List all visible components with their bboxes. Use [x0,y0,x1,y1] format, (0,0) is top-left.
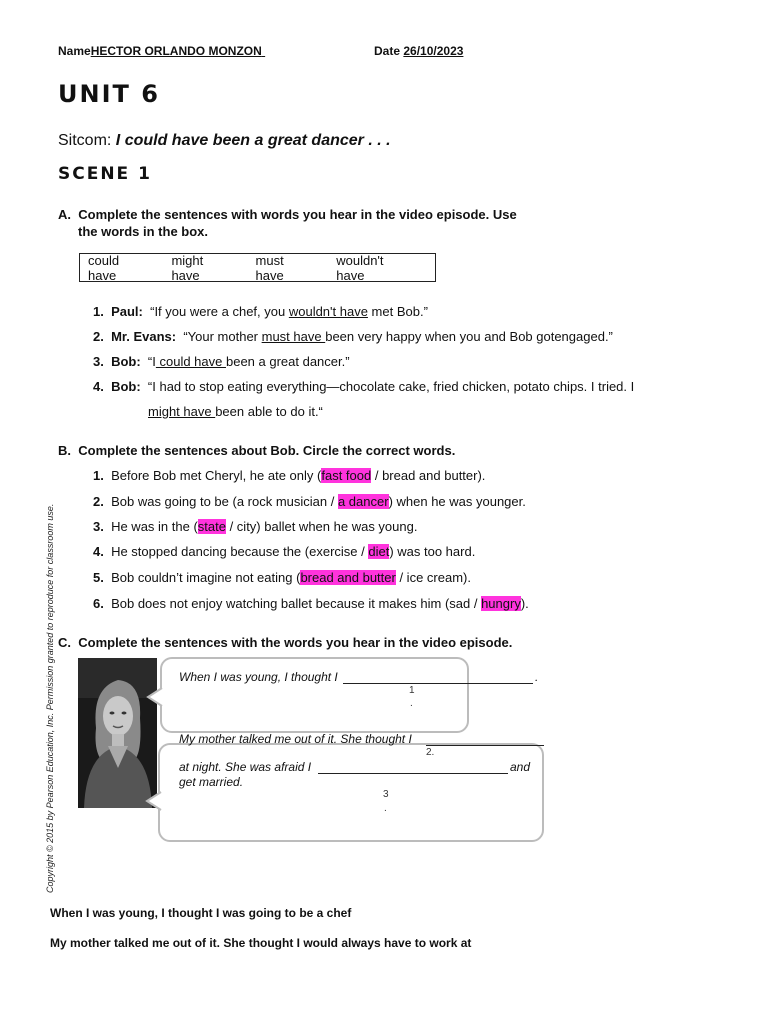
answer-blank: might have [148,404,216,419]
name-label: Name [58,44,91,58]
speech-bubble-1 [160,657,469,733]
bubble-1-tail [146,686,164,708]
section-b-item: 4. He stopped dancing because the (exercise / diet) was too hard. [93,544,476,559]
answer-blank: could have [155,354,226,369]
word-box [79,253,436,282]
bubble-2-line1: My mother talked me out of it. She thought I [179,732,412,746]
section-b-item: 6. Bob does not enjoy watching ballet because it makes him (sad / hungry). [93,596,529,611]
word-box-item: wouldn't have [336,252,384,283]
circled-answer: a dancer [337,494,389,509]
circled-answer: diet [368,544,390,559]
answer-line-2: My mother talked me out of it. She thought I would always have to work at [50,936,472,950]
circled-answer: fast food [321,468,372,483]
section-a-item: 2. Mr. Evans: “Your mother must have been very happy when you and Bob gotengaged.” [93,329,613,344]
blank-dot-1: . [410,698,413,709]
unit-title: UNIT 6 [58,80,160,108]
section-c-instruction [58,634,512,651]
name-value: HECTOR ORLANDO MONZON [90,44,262,58]
sitcom-episode: I could have been a great dancer . . . [115,132,391,149]
date-label: Date [374,44,401,58]
section-a-line2: the words in the box. [78,224,209,239]
circled-answer: hungry [481,596,521,611]
bubble-2-and: and [510,760,531,774]
bubble-1-text: When I was young, I thought I [179,670,338,684]
blank-number-3: 3 [383,789,389,800]
blank-dot-3: . [384,803,387,814]
section-a-item: 4. Bob: “I had to stop eating everything—chocolate cake, fried chicken, potato chips. I tried. I [93,379,635,394]
section-a-item-cont: might have been able to do it.“ [148,404,323,419]
bubble-2-line2: at night. She was afraid I [179,760,312,774]
blank-number-2: 2. [426,747,435,758]
section-a-line1: Complete the sentences with words you hear in the video episode. Use [78,207,517,222]
section-b-text: Complete the sentences about Bob. Circle the correct words. [78,443,456,458]
name-row [58,44,265,58]
answer-blank: must have [261,329,326,344]
word-box-item: could have [88,252,120,283]
bubble-1-end: . [535,670,539,684]
date-value: 26/10/2023 [403,44,464,58]
blank-line-1 [343,683,533,684]
answer-line-1: When I was young, I thought I was going to be a chef [50,906,352,920]
section-a-item: 3. Bob: “I could have been a great dancer.” [93,354,350,369]
section-a-letter: A. [58,207,71,222]
scene-title: SCENE 1 [58,164,152,184]
circled-answer: bread and butter [300,570,396,585]
copyright-notice: Copyright © 2015 by Pearson Education, Inc. Permission granted to reproduce for classroom use. [45,503,55,893]
section-b-letter: B. [58,443,71,458]
section-b-item: 1. Before Bob met Cheryl, he ate only (fast food / bread and butter). [93,468,486,483]
answer-blank: wouldn't have [288,304,368,319]
date-row [374,44,463,58]
section-c-letter: C. [58,635,71,650]
word-box-item: must have [255,252,284,283]
word-box-item: might have [171,252,204,283]
section-b-item: 2. Bob was going to be (a rock musician / a dancer) when he was younger. [93,494,526,509]
section-b-item: 3. He was in the (state / city) ballet when he was young. [93,519,418,534]
bubble-2-tail [145,790,163,812]
blank-number-1: 1 [409,685,415,696]
section-b-instruction [58,442,455,459]
speech-bubble-2 [158,743,544,842]
bubble-2-line3: get married. [179,775,244,789]
section-a-instruction [58,206,517,240]
character-photo [78,658,157,808]
blank-line-3 [318,773,508,774]
section-a-item: 1. Paul: “If you were a chef, you wouldn't have met Bob.” [93,304,428,319]
blank-line-2 [426,745,544,746]
sitcom-title [58,132,391,150]
section-c-text: Complete the sentences with the words you hear in the video episode. [78,635,513,650]
section-b-item: 5. Bob couldn’t imagine not eating (bread and butter / ice cream). [93,570,471,585]
sitcom-label: Sitcom: [58,132,112,149]
circled-answer: state [197,519,226,534]
